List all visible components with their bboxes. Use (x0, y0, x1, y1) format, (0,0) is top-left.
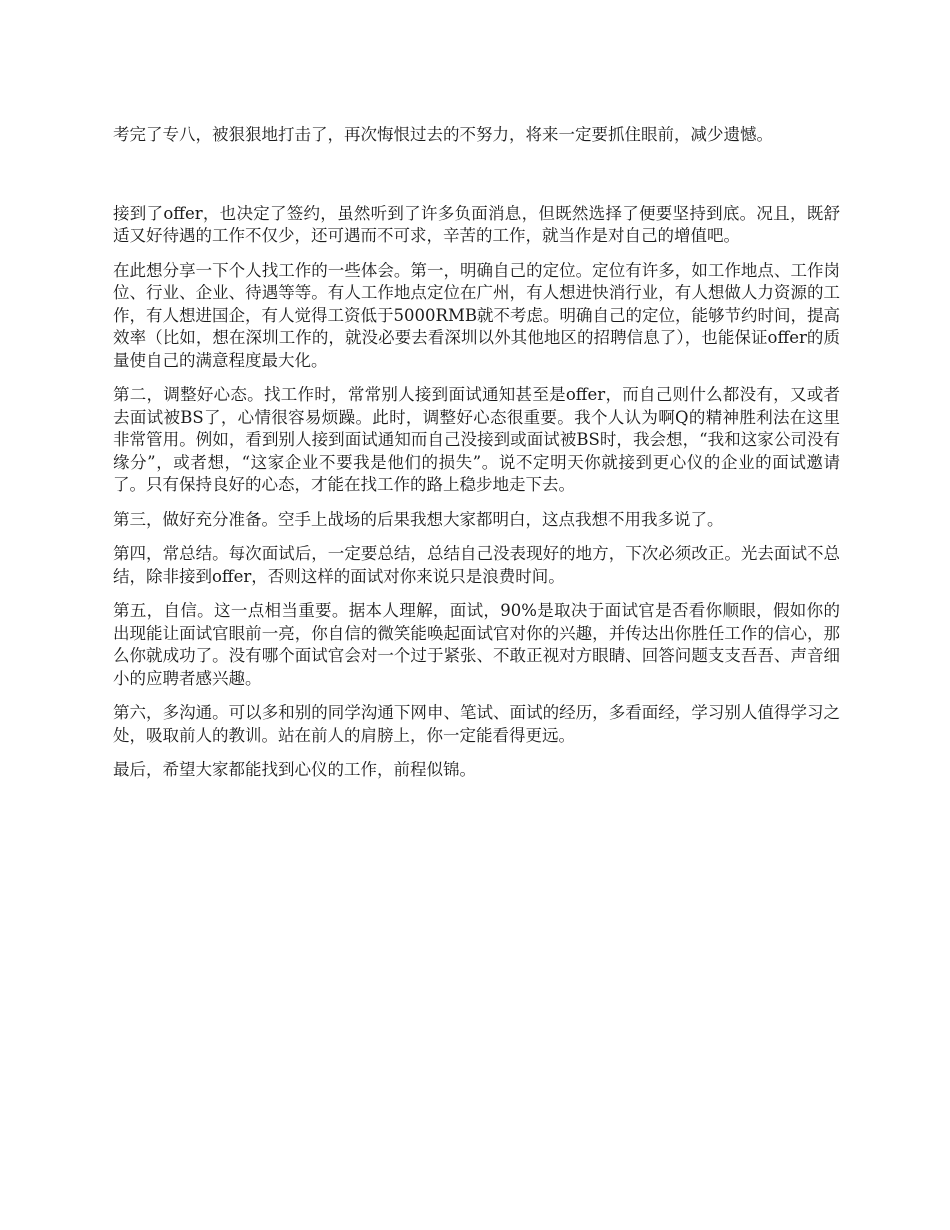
paragraph-9: 最后，希望大家都能找到心仪的工作，前程似锦。 (113, 760, 476, 779)
paragraph-5: 第三，做好充分准备。空手上战场的后果我想大家都明白，这点我想不用我多说了。 (113, 509, 724, 529)
paragraph-7: 第五，自信。这一点相当重要。据本人理解，面试，90%是取决于面试官是否看你顺眼，假如你的出现能让面试官眼前一亮，你自信的微笑能唤起面试官对你的兴趣，并传达出你胜任工作的信心，那么你就成功了。没有哪个面试官会对一个过于紧张、不敢正视对方眼睛、回答问题支支吾吾、声音细小的应聘者感兴趣。 (113, 601, 840, 688)
document-body (113, 124, 840, 794)
paragraph-6: 第四，常总结。每次面试后，一定要总结，总结自己没表现好的地方，下次必须改正。光去面试不总结，除非接到offer，否则这样的面试对你来说只是浪费时间。 (113, 544, 840, 586)
paragraph-1: 考完了专八，被狠狠地打击了，再次悔恨过去的不努力，将来一定要抓住眼前，减少遗憾。 (113, 125, 773, 144)
paragraph-4: 第二，调整好心态。找工作时，常常别人接到面试通知甚至是offer，而自己则什么都没有，又或者去面试被BS了，心情很容易烦躁。此时，调整好心态很重要。我个人认为啊Q的精神胜利法在这里非常管用。例如，看到别人接到面试通知而自己没接到或面试被BS时，我会想，“我和这家公司没有缘分”，或者想，“这家企业不要我是他们的损失”。说不定明天你就接到更心仪的企业的面试邀请了。只有保持良好的心态，才能在找工作的路上稳步地走下去。 (113, 385, 840, 494)
paragraph-3: 在此想分享一下个人找工作的一些体会。第一，明确自己的定位。定位有许多，如工作地点、工作岗位、行业、企业、待遇等等。有人工作地点定位在广州，有人想进快消行业，有人想做人力资源的工作，有人想进国企，有人觉得工资低于5000RMB就不考虑。明确自己的定位，能够节约时间，提高效率（比如，想在深圳工作的，就没必要去看深圳以外其他地区的招聘信息了），也能保证offer的质量使自己的满意程度最大化。 (113, 260, 840, 370)
paragraph-2: 接到了offer，也决定了签约，虽然听到了许多负面消息，但既然选择了便要坚持到底。况且，既舒适又好待遇的工作不仅少，还可遇而不可求，辛苦的工作，就当作是对自己的增值吧。 (113, 203, 840, 245)
paragraph-8: 第六，多沟通。可以多和别的同学沟通下网申、笔试、面试的经历，多看面经，学习别人值得学习之处，吸取前人的教训。站在前人的肩膀上，你一定能看得更远。 (113, 703, 840, 745)
